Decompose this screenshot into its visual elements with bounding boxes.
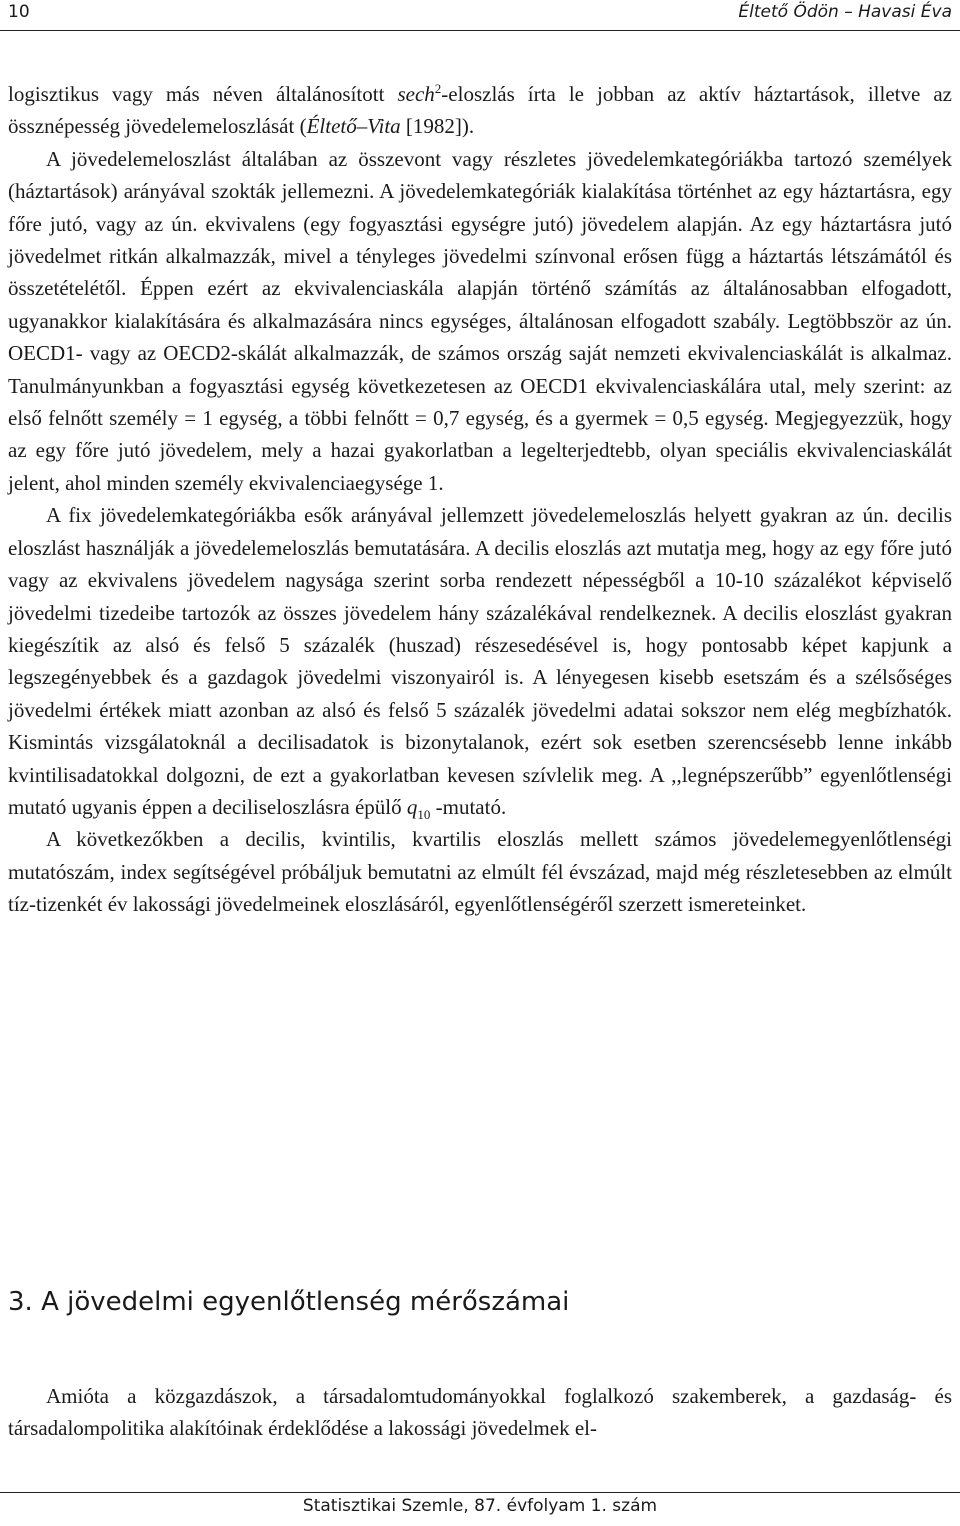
paragraph-1 — [8, 78, 952, 143]
paragraph-4: A következőkben a decilis, kvintilis, kvartilis eloszlás mellett számos jövedelemegyenlőtlenségi mutatószám, index segítségével próbáljuk bemutatni az elmúlt fél évszázad, majd még részletesebben az elmúlt tíz-tizenkét év lakossági jövedelmeinek eloszlásáról, egyenlőtlenségéről szerzett ismereteinket. — [8, 827, 952, 917]
q-subscript: 10 — [417, 807, 431, 823]
running-head-authors: Éltető Ödön – Havasi Éva — [738, 2, 952, 22]
sech-term: sech — [397, 82, 435, 106]
paragraph-1-part-1: logisztikus vagy más néven általánosított — [8, 82, 398, 106]
q-symbol: q — [406, 794, 418, 819]
page-footer: Statisztikai Szemle, 87. évfolyam 1. szám — [0, 1492, 960, 1516]
body-text — [8, 78, 952, 921]
paragraph-3-part-1: A fix jövedelemkategóriákba esők arányával jellemzett jövedelemeloszlás helyett gyakran az ún. decilis eloszlást használják a jövedelemeloszlás bemutatására. A decilis eloszlás azt mutatja meg, hogy az egy főre jutó vagy az ekvivalens jövedelem nagysága szerint sorba rendezett népességből a 10-10 százalékot képviselő jövedelmi tizedeibe tartozók az összes jövedelem hány százalékával rendelkeznek. A decilis eloszlást gyakran kiegészítik az alsó és felső 5 százalék (huszad) részesedésével is, hogy pontosabb képet kapjunk a legszegényebbek és a gazdagok jövedelmi viszonyairól is. A lényegesen kisebb esetszám és a szélsőséges jövedelmi értékek miatt azonban az alsó és felső 5 százalék jövedelmi adatai sokszor nem elég megbízhatók. Kismintás vizsgálatoknál a decilisadatok is bizonytalanok, ezért sok esetben szerencsésebb lenne inkább kvintilisadatokkal dolgozni, de ezt a gyakorlatban kevesen szívlelik meg. A ,,legnépszerűbb” egyenlőtlenségi mutató ugyanis éppen a deciliseloszlásra épülő — [8, 503, 952, 819]
paragraph-2: A jövedelemeloszlást általában az összevont vagy részletes jövedelemkategóriákba tartozó személyek (háztartások) arányával szokták jellemezni. A jövedelemkategóriák kialakítása történhet az egy háztartásra, egy főre jutó, vagy az ún. ekvivalens (egy fogyasztási egységre jutó) jövedelem alapján. Az egy háztartásra jutó jövedelmet ritkán alkalmazzák, mivel a tényleges jövedelmi színvonal erősen függ a háztartás létszámától és összetételétől. Éppen ezért az ekvivalenciaskála alapján történő számítás az általánosabban elfogadott, ugyanakkor kialakítására és alkalmazására nincs egységes, általánosan elfogadott szabály. Legtöbbször az ún. OECD1- vagy az OECD2-skálát alkalmazzák, de számos ország saját nemzeti ekvivalenciaskálát is alkalmaz. Tanulmányunkban a fogyasztási egység következetesen az OECD1 ekvivalenciaskálára utal, mely szerint: az első felnőtt személy = 1 egység, a többi felnőtt = 0,7 egység, és a gyermek = 0,5 egység. Megjegyezzük, hogy az egy főre jutó jövedelem, mely a hazai gyakorlatban a legelterjedtebb, olyan speciális ekvivalenciaskálát jelent, ahol minden személy ekvivalenciaegysége 1. — [8, 146, 952, 495]
sech-superscript: 2 — [434, 81, 442, 96]
section-title: 3. A jövedelmi egyenlőtlenség mérőszámai — [8, 1287, 570, 1317]
paragraph-3 — [8, 499, 952, 823]
paragraph-3-part-2: -mutató. — [430, 794, 507, 819]
paragraph-1-part-3: [1982]). — [400, 114, 475, 139]
page-header — [0, 0, 960, 31]
citation-authors: Éltető–Vita — [306, 114, 401, 139]
page-number: 10 — [8, 2, 30, 22]
paragraph-1-part-2: -eloszlás írta le jobban az aktív háztartások, illetve az össznépesség jövedelemeloszlását ( — [8, 82, 952, 139]
section-intro-paragraph: Amióta a közgazdászok, a társadalomtudományokkal foglalkozó szakemberek, a gazdaság- és társadalompolitika alakítóinak érdeklődése a lakossági jövedelmek el- — [8, 1384, 952, 1441]
